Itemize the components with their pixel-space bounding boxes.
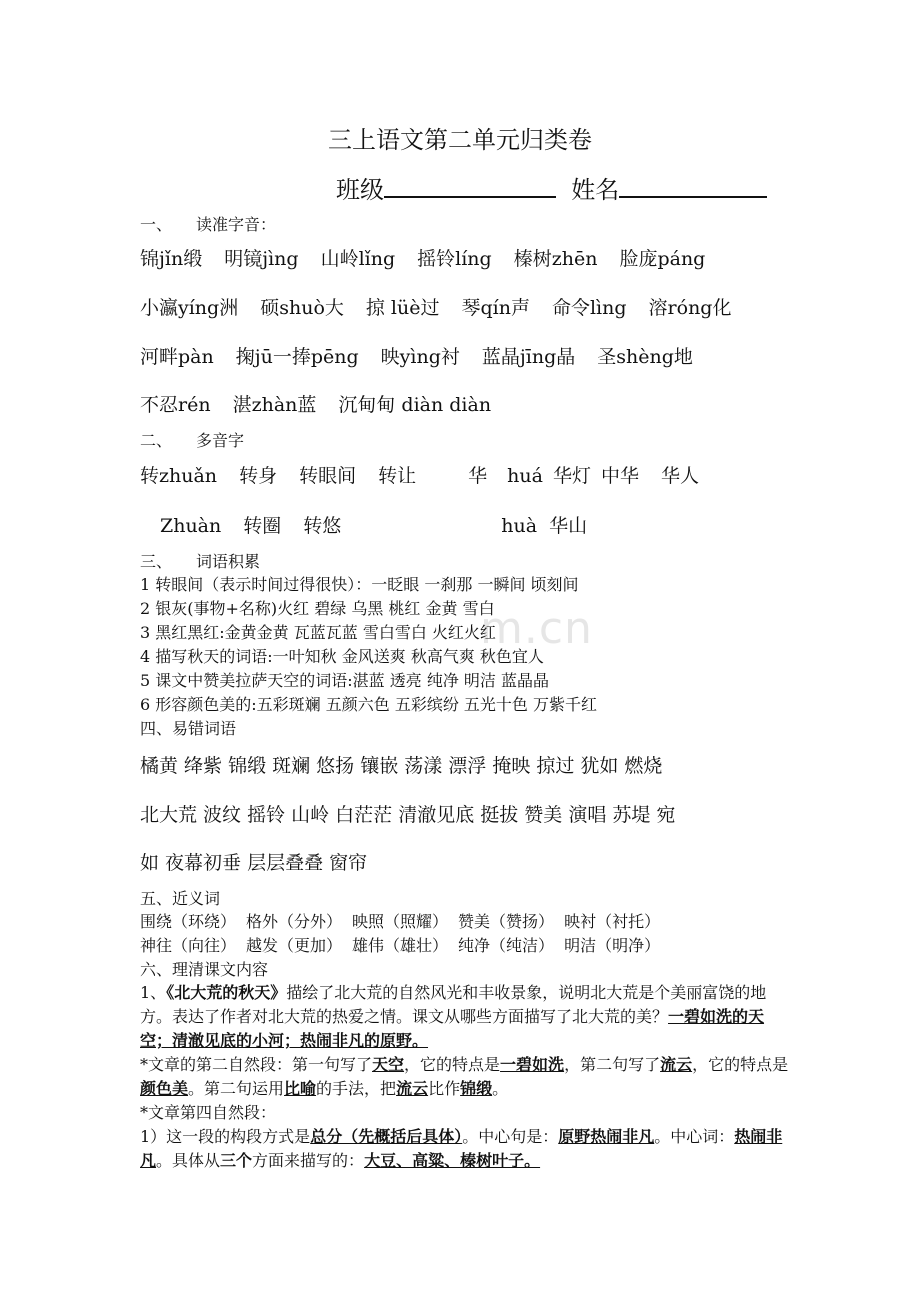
polyphone-item: 华 <box>468 465 488 487</box>
pinyin-item: 不忍rén <box>140 394 211 416</box>
content-paragraph-3: *文章第四自然段： <box>140 1103 277 1122</box>
paragraph-text: ，它的特点是 <box>404 1055 501 1074</box>
answer-text: 总分（先概括后具体） <box>310 1127 463 1146</box>
polyphone-item: 华人 <box>660 465 699 487</box>
polyphone-item: 华山 <box>549 515 588 537</box>
answer-text: 三个 <box>220 1151 253 1170</box>
synonym-item: 格外（分外） <box>246 912 343 931</box>
synonym-item: 映衬（衬托） <box>564 912 661 931</box>
error-words-row: 如 夜幕初垂 层层叠叠 窗帘 <box>140 852 368 874</box>
vocab-line: 2 银灰(事物+名称)火红 碧绿 乌黑 桃红 金黄 雪白 <box>140 599 495 618</box>
synonym-item: 围绕（环绕） <box>140 912 237 931</box>
pinyin-item: 蓝晶jīng晶 <box>481 346 576 368</box>
section-number: 一、 <box>140 215 173 234</box>
answer-text: 原野热闹非凡 <box>558 1127 655 1146</box>
polyphone-item: 转悠 <box>303 515 342 537</box>
polyphone-item: 转身 <box>239 465 278 487</box>
name-label: 姓名 <box>571 176 620 204</box>
pinyin-item: 命令lìng <box>551 297 627 319</box>
section-5-heading: 五、近义词 <box>140 889 221 908</box>
answer-text: 天空 <box>372 1055 405 1074</box>
pinyin-item: 沉甸甸 diàn diàn <box>338 394 492 416</box>
answer-text: 一碧如洗的天空；清澈见底的小河；热闹非凡的原野。 <box>140 1007 765 1050</box>
item-number: 1、 <box>140 983 167 1002</box>
pinyin-item: 掠 lüè过 <box>365 297 440 319</box>
content-paragraph-1 <box>140 981 790 1053</box>
section-title: 多音字 <box>196 431 245 450</box>
pinyin-row-3 <box>140 342 715 369</box>
name-blank[interactable] <box>619 174 767 198</box>
polyphone-item: 转圈 <box>243 515 282 537</box>
paragraph-text: 。中心句是： <box>462 1127 559 1146</box>
paragraph-text: 的手法，把 <box>316 1079 397 1098</box>
polyphone-row-2 <box>160 511 609 538</box>
polyphone-row-1 <box>140 461 721 488</box>
pinyin-item: 河畔pàn <box>140 346 214 368</box>
vocab-line: 5 课文中赞美拉萨天空的词语:湛蓝 透亮 纯净 明洁 蓝晶晶 <box>140 671 550 690</box>
polyphone-item: Zhuàn <box>160 515 222 537</box>
error-words-row: 北大荒 波纹 摇铃 山岭 白茫茫 清澈见底 挺拔 赞美 演唱 苏堤 宛 <box>140 804 676 826</box>
pinyin-item: 湛zhàn蓝 <box>232 394 317 416</box>
answer-text: 颜色美 <box>140 1079 189 1098</box>
class-label: 班级 <box>336 176 384 204</box>
pinyin-item: 锦jǐn缎 <box>140 248 203 270</box>
paragraph-text: ，第二句写了 <box>564 1055 661 1074</box>
section-3-heading <box>140 549 260 572</box>
synonym-item: 纯净（纯洁） <box>458 936 555 955</box>
polyphone-item: 中华 <box>600 465 639 487</box>
pinyin-item: 硕shuò大 <box>260 297 344 319</box>
synonym-item: 赞美（赞扬） <box>458 912 555 931</box>
pinyin-row-4 <box>140 390 513 417</box>
section-2-heading <box>140 428 244 451</box>
polyphone-item: 转眼间 <box>299 465 357 487</box>
synonym-item: 神往（向往） <box>140 936 237 955</box>
vocab-line: 3 黑红黑红:金黄金黄 瓦蓝瓦蓝 雪白雪白 火红火红 <box>140 623 496 642</box>
answer-text: 锦缎 <box>460 1079 493 1098</box>
synonym-row-2 <box>140 933 670 956</box>
pinyin-row-1 <box>140 244 727 271</box>
answer-text: 流云 <box>660 1055 693 1074</box>
synonym-item: 明洁（明净） <box>564 936 661 955</box>
polyphone-item: 转让 <box>378 465 417 487</box>
paragraph-text: 描绘了北大荒的自然风光和丰收景象，说明北大荒是个美丽富饶的地方。表达了作者对北大荒的热爱之情。课文从哪些方面描写了北大荒的美？ <box>140 983 767 1026</box>
pinyin-item: 掬jū一捧pēng <box>235 346 359 368</box>
content-paragraph-4 <box>140 1125 790 1173</box>
pinyin-item: 圣shèng地 <box>597 346 693 368</box>
paragraph-text: 。具体从 <box>156 1151 221 1170</box>
pinyin-item: 明镜jìng <box>224 248 299 270</box>
paragraph-text: 。第二句运用 <box>188 1079 285 1098</box>
paragraph-text: 比作 <box>428 1079 461 1098</box>
polyphone-item: 转zhuǎn <box>140 465 218 487</box>
page-title: 三上语文第二单元归类卷 <box>328 126 592 154</box>
content-paragraph-2 <box>140 1053 790 1101</box>
answer-text: 一碧如洗 <box>500 1055 565 1074</box>
pinyin-row-2 <box>140 293 753 320</box>
pinyin-item: 摇铃líng <box>417 248 492 270</box>
synonym-item: 映照（照耀） <box>352 912 449 931</box>
synonym-row-1 <box>140 909 670 932</box>
polyphone-item: huà <box>501 515 538 537</box>
class-name-line <box>336 170 767 205</box>
pinyin-item: 映yìng衬 <box>380 346 460 368</box>
vocab-line: 6 形容颜色美的:五彩斑斓 五颜六色 五彩缤纷 五光十色 万紫千红 <box>140 695 598 714</box>
polyphone-item: huá <box>507 465 543 487</box>
pinyin-item: 小瀛yíng洲 <box>140 297 239 319</box>
section-title: 读准字音： <box>196 215 277 234</box>
synonym-item: 雄伟（雄壮） <box>352 936 449 955</box>
pinyin-item: 山岭lǐng <box>320 248 396 270</box>
watermark: m.cn <box>480 603 593 654</box>
paragraph-text: *文章的第二自然段：第一句写了 <box>140 1055 373 1074</box>
paragraph-text: 。中心词： <box>654 1127 735 1146</box>
lesson-title: 《北大荒的秋天》 <box>166 983 287 1002</box>
section-1-heading <box>140 212 276 235</box>
pinyin-item: 溶róng化 <box>648 297 732 319</box>
vocab-line: 4 描写秋天的词语:一叶知秋 金风送爽 秋高气爽 秋色宜人 <box>140 647 544 666</box>
pinyin-item: 琴qín声 <box>461 297 530 319</box>
section-4-heading: 四、易错词语 <box>140 719 237 738</box>
synonym-item: 越发（更加） <box>246 936 343 955</box>
section-6-heading: 六、理清课文内容 <box>140 960 269 979</box>
section-number: 二、 <box>140 431 173 450</box>
pinyin-item: 榛树zhēn <box>513 248 598 270</box>
answer-text: 比喻 <box>284 1079 317 1098</box>
pinyin-item: 脸庞páng <box>619 248 706 270</box>
answer-text: 流云 <box>396 1079 429 1098</box>
paragraph-text: ，它的特点是 <box>692 1055 789 1074</box>
class-blank[interactable] <box>384 174 556 198</box>
paragraph-text: 。 <box>492 1079 509 1098</box>
error-words-row: 橘黄 绛紫 锦缎 斑斓 悠扬 镶嵌 荡漾 漂浮 掩映 掠过 犹如 燃烧 <box>140 755 663 777</box>
paragraph-text: 方面来描写的： <box>252 1151 365 1170</box>
answer-text: 大豆、高粱、榛树叶子。 <box>364 1151 541 1170</box>
polyphone-item: 华灯 <box>552 465 591 487</box>
answer-text: 热闹非凡 <box>140 1127 783 1170</box>
section-title: 词语积累 <box>196 552 261 571</box>
section-number: 三、 <box>140 552 173 571</box>
vocab-line: 1 转眼间（表示时间过得很快）：一眨眼 一刹那 一瞬间 顷刻间 <box>140 575 579 594</box>
paragraph-text: 1）这一段的构段方式是 <box>140 1127 311 1146</box>
